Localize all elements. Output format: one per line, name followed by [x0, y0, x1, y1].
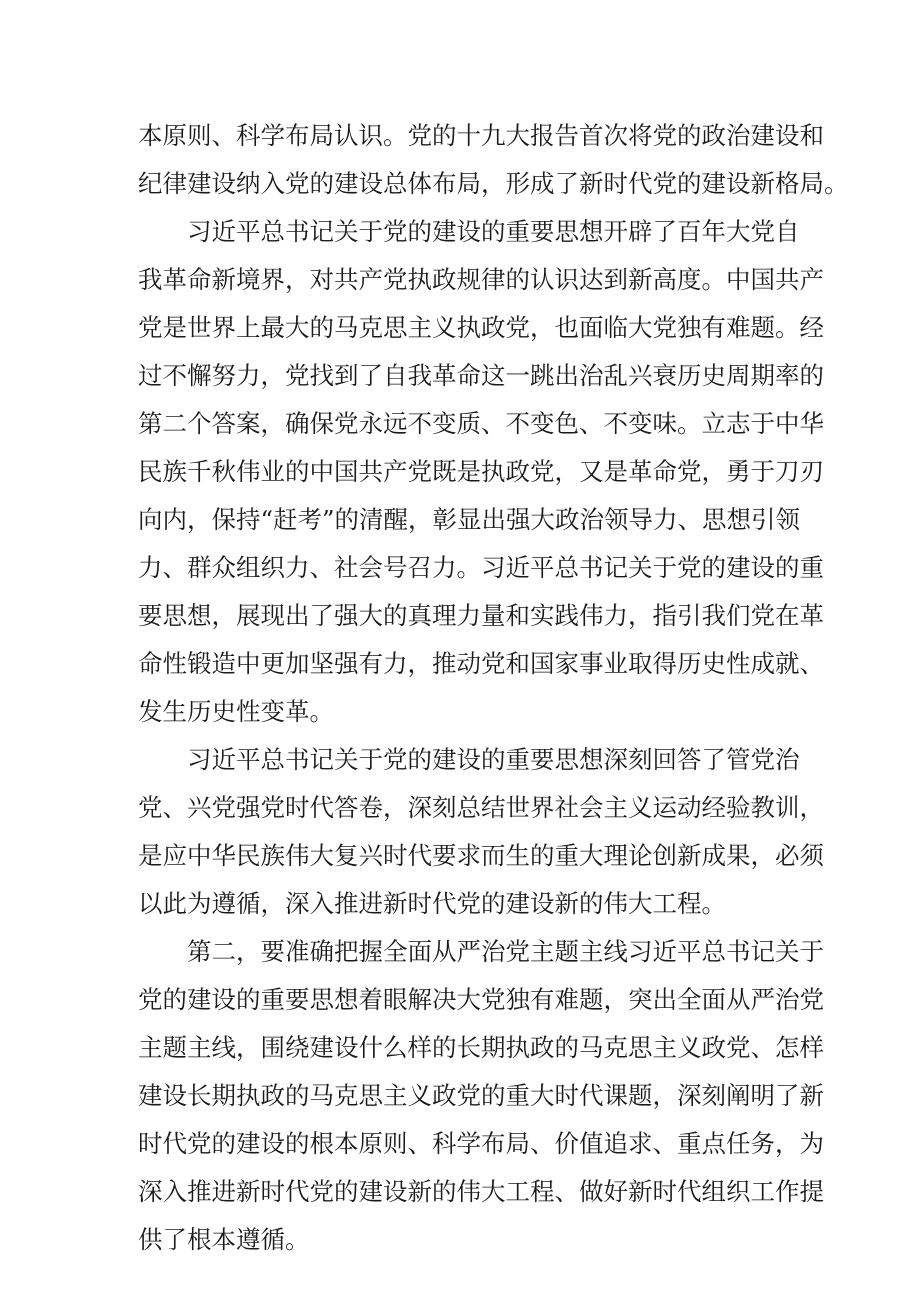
text-line: 发生历史性变革。 [138, 697, 334, 726]
text-line: 要思想，展现出了强大的真理力量和实践伟力，指引我们党在革 [138, 601, 824, 630]
text-line: 命性锻造中更加坚强有力，推动党和国家事业取得历史性成就、 [138, 649, 824, 678]
text-line: 习近平总书记关于党的建设的重要思想深刻回答了管党治 [187, 745, 800, 774]
text-line: 第二，要准确把握全面从严治党主题主线习近平总书记关于 [187, 937, 824, 966]
text-line: 以此为遵循，深入推进新时代党的建设新的伟大工程。 [138, 889, 726, 918]
text-line: 主题主线，围绕建设什么样的长期执政的马克思主义政党、怎样 [138, 1033, 824, 1062]
text-line: 建设长期执政的马克思主义政党的重大时代课题，深刻阐明了新 [138, 1081, 824, 1110]
text-line: 向内，保持“赶考”的清醒，彰显出强大政治领导力、思想引领 [138, 505, 801, 534]
paragraph [138, 736, 824, 928]
text-line: 党的建设的重要思想着眼解决大党独有难题，突出全面从严治党 [138, 985, 824, 1014]
text-line: 我革命新境界，对共产党执政规律的认识达到新高度。中国共产 [138, 265, 824, 294]
text-line: 是应中华民族伟大复兴时代要求而生的重大理论创新成果，必须 [138, 841, 824, 870]
text-line: 第二个答案，确保党永远不变质、不变色、不变味。立志于中华 [138, 409, 824, 438]
text-line: 供了根本遵循。 [138, 1225, 310, 1254]
text-line: 习近平总书记关于党的建设的重要思想开辟了百年大党自 [187, 217, 800, 246]
text-line: 力、群众组织力、社会号召力。习近平总书记关于党的建设的重 [138, 553, 824, 582]
paragraph [138, 928, 824, 1264]
text-line: 党、兴党强党时代答卷，深刻总结世界社会主义运动经验教训， [138, 793, 824, 822]
text-line: 本原则、科学布局认识。党的十九大报告首次将党的政治建设和 [138, 121, 824, 150]
paragraph [138, 112, 849, 208]
document-page [138, 112, 849, 1264]
text-line: 深入推进新时代党的建设新的伟大工程、做好新时代组织工作提 [138, 1177, 824, 1206]
paragraph [138, 208, 824, 736]
text-line: 过不懈努力，党找到了自我革命这一跳出治乱兴衰历史周期率的 [138, 361, 824, 390]
text-line: 党是世界上最大的马克思主义执政党，也面临大党独有难题。经 [138, 313, 824, 342]
text-line: 时代党的建设的根本原则、科学布局、价值追求、重点任务，为 [138, 1129, 824, 1158]
text-line: 民族千秋伟业的中国共产党既是执政党，又是革命党，勇于刀刃 [138, 457, 824, 486]
text-line: 纪律建设纳入党的建设总体布局，形成了新时代党的建设新格局。 [138, 169, 849, 198]
